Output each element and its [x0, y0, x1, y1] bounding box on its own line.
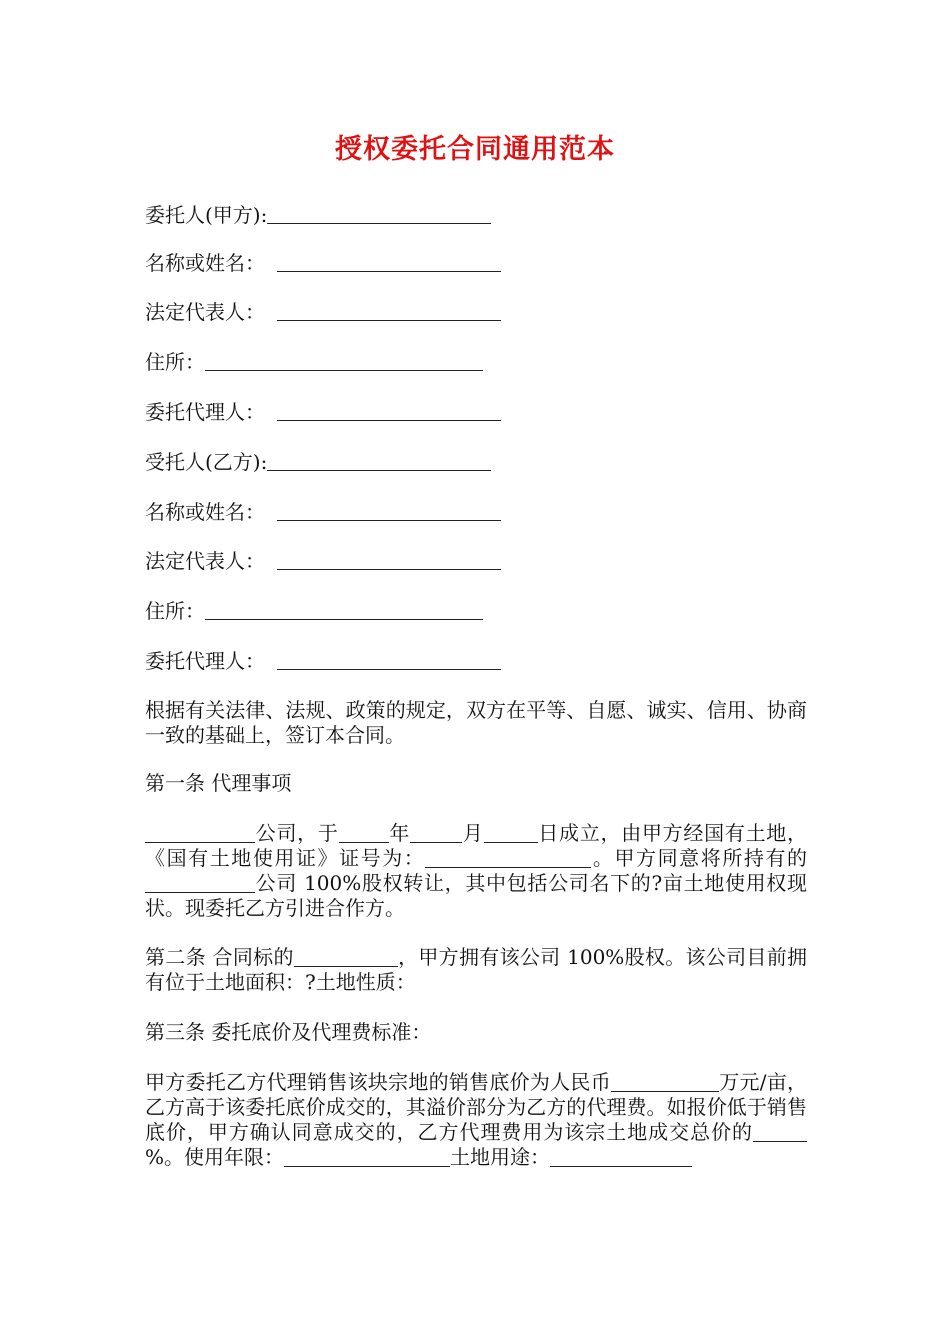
article1-text-5: 。甲方同意将所持有的: [591, 846, 808, 870]
article1-text-2: 年: [388, 821, 411, 845]
company-name-blank: [145, 822, 255, 843]
party-b-name-field: [145, 498, 501, 525]
party-b-rep-blank: [277, 547, 501, 570]
page-title: 授权委托合同通用范本: [335, 134, 615, 165]
article3-text-4: 土地用途：: [450, 1145, 551, 1169]
party-a-address-field: [145, 348, 483, 375]
party-b-name-blank: [277, 498, 501, 521]
contract-subject-blank: [294, 946, 398, 967]
held-company-blank: [145, 872, 255, 893]
trustee-blank: [267, 448, 491, 471]
preamble-paragraph: 根据有关法律、法规、政策的规定，双方在平等、自愿、诚实、信用、协商一致的基础上，签订本合同。: [145, 698, 807, 747]
party-b-address-blank: [205, 597, 483, 620]
article3-text-1: 甲方委托乙方代理销售该块宗地的销售底价为人民币: [145, 1070, 611, 1094]
party-b-agent-field: [145, 647, 501, 674]
article3-text-3: %。使用年限：: [145, 1145, 285, 1169]
party-a-address-blank: [205, 348, 483, 371]
principal-label: 委托人(甲方):: [145, 203, 268, 227]
certificate-number-blank: [425, 847, 591, 868]
party-a-name-label: 名称或姓名：: [145, 251, 265, 275]
usage-term-blank: [284, 1146, 450, 1167]
day-blank: [484, 822, 538, 843]
article1-text-3: 月: [462, 821, 484, 845]
year-blank: [339, 822, 389, 843]
article1-text-6: 公司 100%股权转让，其中包括公司名下的?亩土地使用权现状。现委托乙方引进合作方。: [145, 871, 807, 920]
party-b-agent-blank: [277, 647, 501, 670]
percent-blank: [753, 1121, 807, 1142]
party-b-address-label: 住所：: [145, 599, 205, 623]
party-a-rep-blank: [277, 298, 501, 321]
party-b-rep-label: 法定代表人：: [145, 549, 265, 573]
party-a-agent-field: [145, 398, 501, 425]
article3-text-2: 万元/亩，乙方高于该委托底价成交的，其溢价部分为乙方的代理费。如报价低于销售底价，甲方确认同意成交的，乙方代理费用为该宗土地成交总价的: [145, 1070, 808, 1144]
principal-field: [145, 201, 491, 228]
party-b-agent-label: 委托代理人：: [145, 649, 265, 673]
party-a-agent-label: 委托代理人：: [145, 400, 265, 424]
price-blank: [611, 1071, 719, 1092]
article1-text-4: 日成立，由甲方经国有土地，《国有土地使用证》证号为：: [145, 821, 808, 870]
party-a-rep-label: 法定代表人：: [145, 300, 265, 324]
article3-heading: 第三条 委托底价及代理费标准：: [145, 1020, 432, 1044]
party-b-address-field: [145, 597, 483, 624]
trustee-label: 受托人(乙方):: [145, 450, 268, 474]
party-a-name-blank: [277, 249, 501, 272]
article2-text-1: 第二条 合同标的: [145, 945, 294, 969]
party-b-rep-field: [145, 547, 501, 574]
article1-text-1: 公司，于: [255, 821, 339, 845]
party-a-address-label: 住所：: [145, 350, 205, 374]
trustee-field: [145, 448, 491, 475]
article2-paragraph: [145, 945, 807, 995]
principal-blank: [267, 201, 491, 224]
article1-heading: 第一条 代理事项: [145, 771, 292, 795]
land-use-blank: [550, 1146, 692, 1167]
article3-paragraph: [145, 1070, 807, 1170]
party-a-agent-blank: [277, 398, 501, 421]
article1-paragraph: [145, 821, 807, 921]
party-a-rep-field: [145, 298, 501, 325]
party-a-name-field: [145, 249, 501, 276]
month-blank: [410, 822, 462, 843]
party-b-name-label: 名称或姓名：: [145, 500, 265, 524]
article2-text-2: ，甲方拥有该公司 100%股权。该公司目前拥有位于土地面积：?土地性质：: [145, 945, 807, 994]
